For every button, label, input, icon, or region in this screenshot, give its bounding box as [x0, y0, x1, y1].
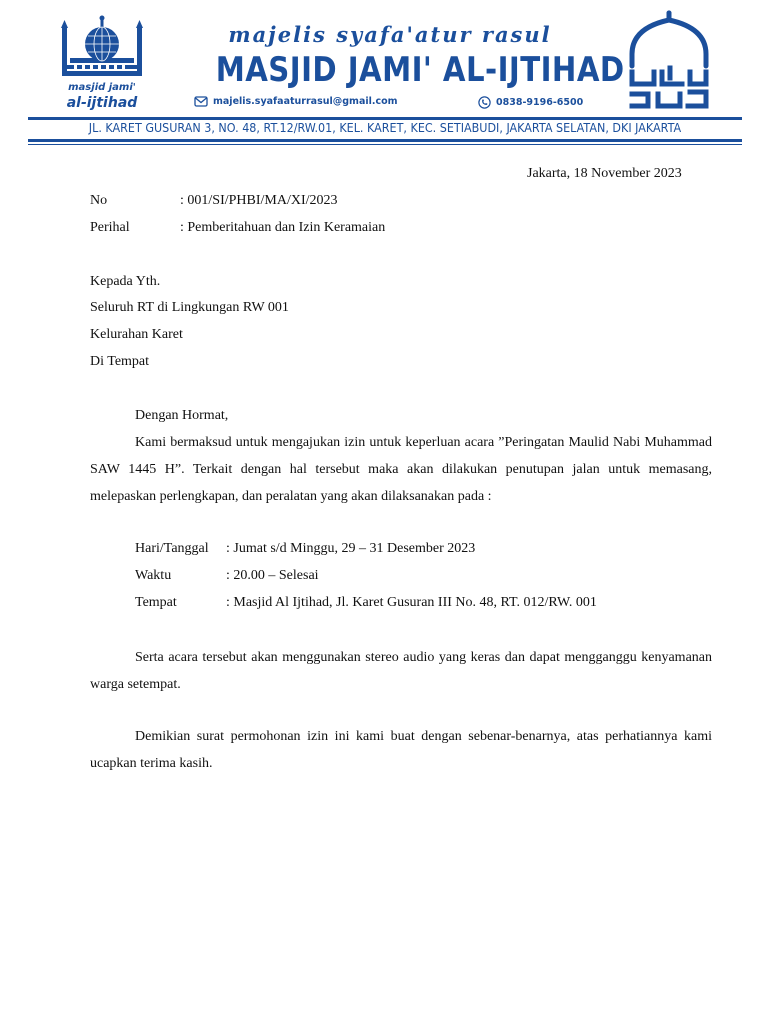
email-icon — [194, 96, 208, 107]
detail-value-place: : Masjid Al Ijtihad, Jl. Karet Gusuran III No. 48, RT. 012/RW. 001 — [226, 595, 597, 610]
recipient-line: Kepada Yth. — [90, 274, 161, 289]
contact-email — [194, 96, 398, 107]
header-rule-bottom — [28, 139, 742, 142]
mosque-logo — [52, 14, 148, 110]
contact-phone — [478, 96, 583, 109]
majelis-title: majelis syafa'atur rasul — [228, 22, 552, 47]
detail-label-place: Tempat — [135, 595, 177, 610]
recipient-line: Seluruh RT di Lingkungan RW 001 — [90, 300, 289, 315]
mosque-logo-icon — [56, 14, 148, 82]
recipient-line: Di Tempat — [90, 354, 150, 369]
subject-value: : Pemberitahuan dan Izin Keramaian — [180, 220, 386, 235]
email-text: majelis.syafaaturrasul@gmail.com — [213, 96, 398, 107]
salutation: Dengan Hormat, — [135, 408, 229, 423]
recipient-line: Kelurahan Karet — [90, 327, 183, 342]
logo-script-top: masjid jami' — [68, 82, 136, 93]
paragraph-closing: Demikian surat permohonan izin ini kami buat dengan sebenar-benarnya, atas perhatiannya kami ucapkan terima kasih. — [90, 729, 712, 771]
paragraph-notice: Serta acara tersebut akan menggunakan stereo audio yang keras dan dapat mengganggu kenyamanan warga setempat. — [90, 650, 712, 692]
phone-text: 0838-9196-6500 — [496, 97, 584, 108]
calligraphy-logo — [624, 10, 714, 114]
detail-value-time: : 20.00 – Selesai — [226, 568, 319, 583]
header-rule-bottom-thin — [28, 144, 742, 145]
letterhead — [0, 0, 768, 150]
header-rule-top — [28, 117, 742, 120]
reference-label: No — [90, 193, 108, 208]
phone-icon — [478, 96, 491, 109]
address-line: JL. KARET GUSURAN 3, NO. 48, RT.12/RW.01, KEL. KARET, KEC. SETIABUDI, JAKARTA SELATAN, DKI JAKARTA — [88, 121, 682, 135]
logo-script-bottom: al-ijtihad — [66, 95, 138, 111]
date-line: Jakarta, 18 November 2023 — [527, 166, 682, 181]
detail-label-date: Hari/Tanggal — [135, 541, 209, 556]
calligraphy-logo-icon — [624, 10, 714, 114]
detail-value-date: : Jumat s/d Minggu, 29 – 31 Desember 2023 — [226, 541, 476, 556]
mosque-name: MASJID JAMI' AL-IJTIHAD — [215, 50, 625, 90]
subject-label: Perihal — [90, 220, 130, 235]
paragraph-request: Kami bermaksud untuk mengajukan izin untuk keperluan acara ”Peringatan Maulid Nabi Muhammad SAW 1445 H”. Terkait dengan hal tersebut maka akan dilakukan penutupan jalan untuk memasang, melepaskan perlengkapan, dan peralatan yang akan dilaksanakan pada : — [90, 435, 712, 504]
detail-label-time: Waktu — [135, 568, 172, 583]
reference-value: : 001/SI/PHBI/MA/XI/2023 — [180, 193, 338, 208]
